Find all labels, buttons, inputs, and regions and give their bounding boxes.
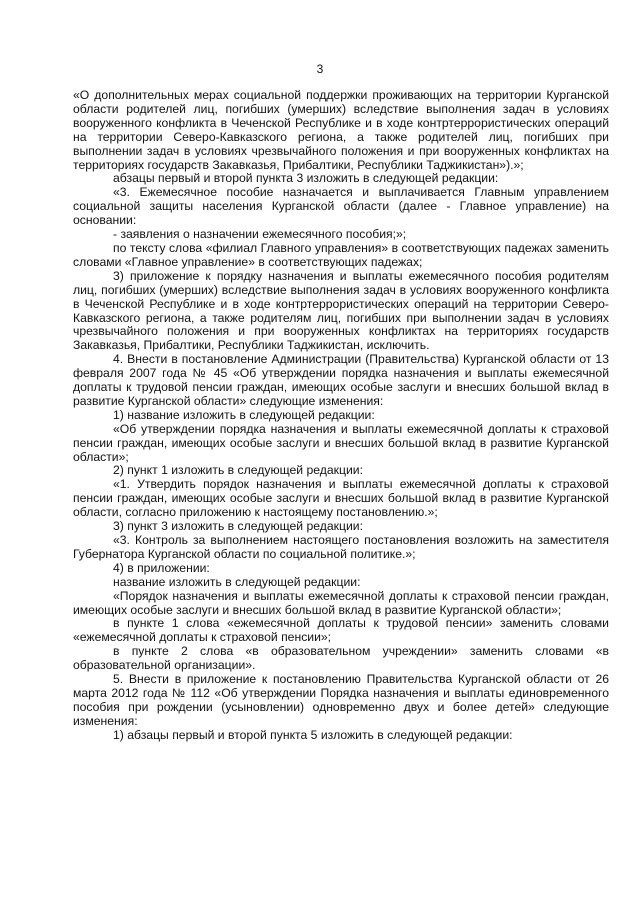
paragraph: - заявления о назначении ежемесячного пособия;»; — [113, 227, 407, 242]
paragraph: 3) приложение к порядку назначения и выплаты ежемесячного пособия родителям лиц, погибших (умерших) вследствие выполнения задач в условиях вооруженного конфликта в Чеченской Республике и в ходе контртеррористических операций на территории Северо-Кавказского региона, а также родителям лиц, погибших при выполнении задач в условиях чрезвычайного положения и при вооруженных конфликтах на территориях государств Закавказья, Прибалтики, Республики Таджикистан, исключить. — [73, 268, 609, 353]
paragraph: 2) пункт 1 изложить в следующей редакции: — [113, 463, 363, 478]
paragraph: 3) пункт 3 изложить в следующей редакции: — [113, 519, 363, 534]
paragraph: «Порядок назначения и выплаты ежемесячной доплаты к страховой пенсии граждан, имеющих особые заслуги и внесших большой вклад в развитие Курганской области»; — [73, 588, 609, 617]
paragraph: «О дополнительных мерах социальной поддержки проживающих на территории Курганской области родителей лиц, погибших (умерших) вследствие выполнения задач в условиях вооруженного конфликта в Чеченской Республике и в ходе контртеррористических операций на территории Северо-Кавказского региона, а также родителей лиц, погибших при выполнении задач в условиях чрезвычайного положения и при вооруженных конфликтах на территориях государств Закавказья, Прибалтики, Республики Таджикистан»).»; — [73, 88, 609, 172]
paragraph: 5. Внести в приложение к постановлению Правительства Курганской области от 26 марта 2012 года № 112 «Об утверждении Порядка назначения и выплаты единовременного пособия при рождении (усыновлении) одновременно двух и более детей» следующие изменения: — [73, 672, 609, 728]
paragraph: в пункте 2 слова «в образовательном учреждении» заменить словами «в образовательной организации». — [73, 644, 609, 673]
paragraph: 4) в приложении: — [113, 560, 210, 575]
paragraph: 1) название изложить в следующей редакции: — [113, 407, 375, 422]
paragraph: «Об утверждении порядка назначения и выплаты ежемесячной доплаты к страховой пенсии граждан, имеющих особые заслуги и внесших большой вклад в развитие Курганской области»; — [73, 421, 609, 464]
paragraph: в пункте 1 слова «ежемесячной доплаты к трудовой пенсии» заменить словами «ежемесячной доплаты к страховой пенсии»; — [73, 616, 609, 645]
paragraph: «1. Утвердить порядок назначения и выплаты ежемесячной доплаты к страховой пенсии граждан, имеющих особые заслуги и внесших большой вклад в развитие Курганской области, согласно приложению к настоящему постановлению.»; — [73, 477, 609, 520]
paragraph: «3. Ежемесячное пособие назначается и выплачивается Главным управлением социальной защиты населения Курганской области (далее - Главное управление) на основании: — [73, 185, 609, 228]
page-number: 3 — [316, 62, 324, 76]
paragraph: абзацы первый и второй пункта 3 изложить в следующей редакции: — [113, 171, 499, 186]
document-body — [73, 89, 609, 743]
paragraph: название изложить в следующей редакции: — [113, 574, 361, 589]
paragraph: 1) абзацы первый и второй пункта 5 изложить в следующей редакции: — [113, 727, 513, 742]
paragraph: «3. Контроль за выполнением настоящего постановления возложить на заместителя Губернатора Курганской области по социальной политике.»; — [73, 533, 609, 561]
paragraph: по тексту слова «филиал Главного управления» в соответствующих падежах заменить словами «Главное управление» в соответствующих падежах; — [73, 240, 609, 269]
paragraph: 4. Внести в постановление Администрации (Правительства) Курганской области от 13 февраля 2007 года № 45 «Об утверждении порядка назначения и выплаты ежемесячной доплаты к трудовой пенсии граждан, имеющих особые заслуги и внесших большой вклад в развитие Курганской области» следующие изменения: — [73, 352, 609, 408]
